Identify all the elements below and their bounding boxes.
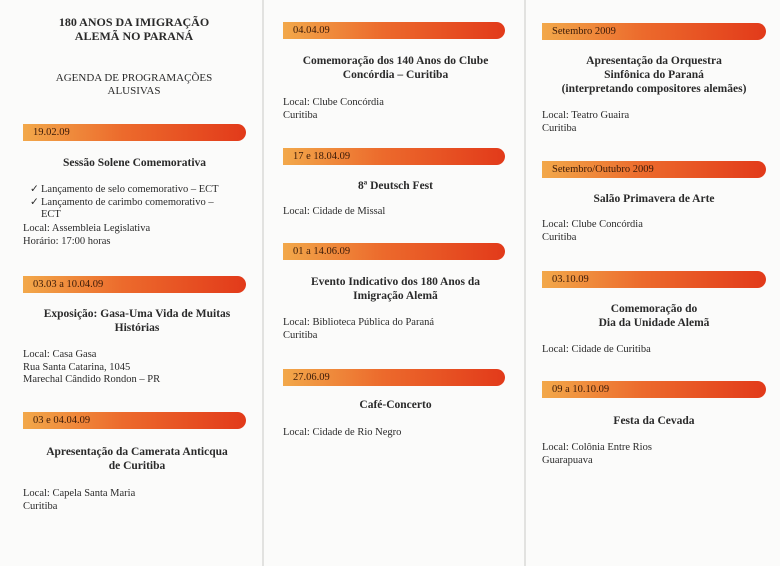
event-bullets (30, 184, 250, 222)
event-title-line: (interpretando compositores alemães) (561, 83, 747, 95)
event-details (283, 206, 385, 219)
event-date-bar: Setembro/Outubro 2009 (542, 161, 766, 178)
event-title-line: Sinfônica do Paraná (604, 69, 704, 81)
bullet-item-cont: ECT (41, 209, 61, 220)
event-title-line: Apresentação da Camerata Anticqua (46, 446, 228, 458)
event-date-bar: 27.06.09 (283, 369, 505, 386)
event-city: Curitiba (283, 109, 318, 121)
event-details (23, 488, 135, 513)
event-location: Local: Teatro Guaira (542, 110, 630, 121)
title-line: 180 ANOS DA IMIGRAÇÃO (58, 15, 210, 29)
event-title-line: Festa da Cevada (613, 415, 695, 427)
event-details (283, 427, 401, 440)
event-date-bar: 04.04.09 (283, 22, 505, 39)
event-city: Curitiba (23, 500, 58, 512)
event-location: Local: Clube Concórdia (283, 97, 384, 108)
event-title (23, 445, 251, 473)
title-line: ALEMÃ NO PARANÁ (74, 29, 194, 43)
event-title-line: Dia da Unidade Alemã (598, 317, 710, 329)
event-location: Local: Cidade de Curitiba (542, 344, 651, 355)
event-title-line: Apresentação da Orquestra (586, 55, 722, 67)
subtitle-line: AGENDA DE PROGRAMAÇÕES (55, 72, 213, 84)
event-title (283, 54, 508, 82)
subtitle-line: ALUSIVAS (107, 85, 161, 97)
event-location: Local: Assembleia Legislativa (23, 223, 151, 234)
event-title-line: Histórias (114, 322, 160, 334)
event-details (542, 442, 652, 467)
event-details (23, 223, 150, 248)
fold-line-right (524, 0, 526, 566)
event-details (542, 219, 643, 244)
event-title (283, 275, 508, 303)
event-city: Curitiba (542, 231, 577, 243)
event-details (542, 344, 651, 357)
event-title-line: Café-Concerto (359, 399, 432, 411)
event-title (542, 414, 766, 428)
check-icon: ✓ (30, 184, 39, 195)
event-date-bar: 01 a 14.06.09 (283, 243, 505, 260)
event-title-line: Exposição: Gasa-Uma Vida de Muitas (43, 308, 231, 320)
event-city: Guarapuava (542, 454, 593, 466)
event-title-line: Imigração Alemã (353, 290, 438, 302)
event-details (23, 349, 160, 387)
event-date-bar: 17 e 18.04.09 (283, 148, 505, 165)
event-location: Local: Cidade de Missal (283, 206, 386, 217)
event-date-bar: 19.02.09 (23, 124, 246, 141)
event-title-line: Comemoração dos 140 Anos do Clube (302, 55, 489, 67)
event-details (283, 97, 384, 122)
fold-line-left (262, 0, 264, 566)
event-title-line: Comemoração do (610, 303, 698, 315)
event-title-line: 8ª Deutsch Fest (358, 180, 433, 192)
event-title (538, 54, 770, 96)
event-location: Local: Capela Santa Maria (23, 488, 136, 499)
event-title-line: de Curitiba (108, 460, 166, 472)
event-date-bar: Setembro 2009 (542, 23, 766, 40)
event-location: Local: Casa Gasa (23, 349, 97, 360)
event-title (542, 302, 766, 330)
event-time: Horário: 17:00 horas (23, 235, 111, 247)
event-address: Rua Santa Catarina, 1045 (23, 361, 131, 373)
event-title (283, 398, 508, 412)
event-title (542, 192, 766, 206)
event-date-bar: 09 a 10.10.09 (542, 381, 766, 398)
page-title (20, 15, 248, 43)
event-location: Local: Cidade de Rio Negro (283, 427, 402, 438)
event-date-bar: 03 e 04.04.09 (23, 412, 246, 429)
event-title (23, 156, 246, 170)
event-title-line: Evento Indicativo dos 180 Anos da (310, 276, 481, 288)
event-location: Local: Colônia Entre Rios (542, 442, 652, 453)
bullet-item: ✓ Lançamento de selo comemorativo – ECT (30, 184, 219, 195)
event-title (283, 179, 508, 193)
event-city: Marechal Cândido Rondon – PR (23, 374, 161, 385)
event-location: Local: Biblioteca Pública do Paraná (283, 317, 435, 328)
event-details (283, 317, 434, 342)
event-location: Local: Clube Concórdia (542, 219, 643, 230)
check-icon: ✓ (30, 196, 39, 208)
event-details (542, 110, 629, 135)
agenda-subtitle (20, 72, 248, 98)
bullet-item: ✓ Lançamento de carimbo comemorativo – (30, 196, 214, 208)
event-title-line: Concórdia – Curitiba (342, 69, 449, 81)
event-city: Curitiba (542, 122, 577, 134)
event-title-line: Sessão Solene Comemorativa (62, 157, 207, 169)
event-title-line: Salão Primavera de Arte (593, 193, 715, 205)
event-date-bar: 03.03 a 10.04.09 (23, 276, 246, 293)
event-date-bar: 03.10.09 (542, 271, 766, 288)
event-title (23, 307, 251, 335)
event-city: Curitiba (283, 329, 318, 341)
